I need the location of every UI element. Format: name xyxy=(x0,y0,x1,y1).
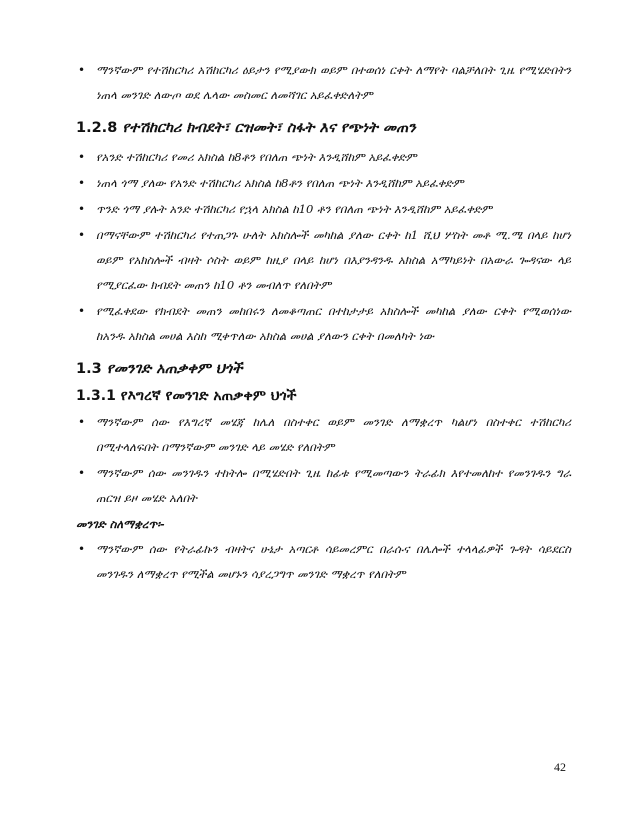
section-1-3-1-bullets xyxy=(76,410,571,511)
list-item-text: ማንኛውም ሰው የእግረኛ መሄጃ ከሌለ በስተቀር ወይም መንገድ ለማቋረጥ ካልሆነ በስተቀር ተሽከርካሪ በሚተላለፍበት በማንኛውም መንገድ ላይ መሄድ የለበትም xyxy=(96,415,571,454)
bullet-icon: • xyxy=(78,304,86,318)
section-title: የተሽከርካሪ ክብደት፣ ርዝመት፣ ስፋት እና የጭነት መጠን xyxy=(122,120,416,136)
section-heading-1-2-8 xyxy=(76,118,571,138)
bullet-icon: • xyxy=(78,176,86,190)
bullet-icon: • xyxy=(78,415,86,429)
section-heading-1-3-1 xyxy=(76,386,571,406)
section-1-2-8-bullets xyxy=(76,145,571,349)
list-item xyxy=(76,145,571,170)
list-item xyxy=(76,58,571,108)
subheading-crossing-road: መንገድ ስለማቋረጥ፡- xyxy=(76,517,165,531)
list-item xyxy=(76,410,571,460)
list-item xyxy=(76,461,571,511)
section-number: 1.3 xyxy=(76,361,102,377)
page-content xyxy=(76,58,571,588)
list-item-text: ማንኛውም ሰው የትራፊኩን ብዛትና ሁኔታ አጣርቶ ሳይመረምር በራሱና በሌሎች ተላላፊዎች ጉዳት ሳይደርስ መንገዱን ለማቋረጥ የሚችል መሆኑን ሳያረጋግጥ መንገድ ማቋረጥ የለበትም xyxy=(96,542,571,581)
list-item xyxy=(76,537,571,587)
section-title: የመንገድ አጠቃቀም ህጎች xyxy=(106,361,243,377)
list-item-text: በማናቸውም ተሽከርካሪ የተጠጋጉ ሁለት አክስሎች መካከል ያለው ርቀት ከ1 ሺህ ሦስት መቶ ሚ.ሜ በላይ ከሆነ ወይም የአክስሎች ብዛት ሶስት ወይም ከዚያ በላይ ከሆነ በእያንዳንዱ አክስል አማካይነት በአውራ ጐዳናው ላይ የሚያርፈው ክብደት መጠን ከ10 ቶን መብለጥ የለበትም xyxy=(96,228,571,292)
section-number: 1.2.8 xyxy=(76,120,118,136)
section-number: 1.3.1 xyxy=(76,388,116,404)
list-item-text: ነጠላ ጎማ ያለው የአንድ ተሽከርካሪ አክስል ከ8ቶን የበለጠ ጭነት እንዲሸከም አይፈቀድም xyxy=(96,176,464,190)
bullet-icon: • xyxy=(78,466,86,480)
list-item-text: ጥንድ ጎማ ያሉት አንድ ተሽከርካሪ የኋላ አክስል ከ10 ቶን የበለጠ ጭነት እንዲሸከም አይፈቀድም xyxy=(96,202,493,216)
section-title: የእግረኛ የመንገድ አጠቃቀም ህጎች xyxy=(120,388,297,404)
list-item-text: የሚፈቀደው የክብደት መጠን መከበሩን ለመቆጣጠር በተከታታይ አክስሎች መካከል ያለው ርቀት የሚወሰነው ከአንዱ አክስል መሀል እስከ ሚቀጥለው አክስል መሀል ያለውን ርቀት በመለካት ነው xyxy=(96,304,571,343)
page-number: 42 xyxy=(554,760,566,774)
intro-bullet-list xyxy=(76,58,571,108)
list-item xyxy=(76,223,571,298)
crossing-bullets xyxy=(76,537,571,587)
bullet-icon: • xyxy=(78,542,86,556)
list-item xyxy=(76,299,571,349)
bullet-icon: • xyxy=(78,63,86,77)
list-item-text: ማንኛውም የተሽከርካሪ አሽከርካሪ ዕይታን የሚያውክ ወይም በተወሰነ ርቀት ለማየት ባልቻለበት ጊዜ የሚሄድበትን ነጠላ መንገድ ለውጦ ወደ ሌላው መስመር ለመሻገር አይፈቀድለትም xyxy=(96,63,571,102)
bullet-icon: • xyxy=(78,202,86,216)
list-item-text: ማንኛውም ሰው መንገዱን ተከትሎ በሚሄድበት ጊዜ ከፊቱ የሚመጣውን ትራፊክ እየተመለከተ የመንገዱን ግራ ጠርዝ ይዞ መሄድ አለበት xyxy=(96,466,571,505)
bullet-icon: • xyxy=(78,150,86,164)
bullet-icon: • xyxy=(78,228,86,242)
section-heading-1-3 xyxy=(76,359,571,379)
list-item xyxy=(76,171,571,196)
list-item xyxy=(76,197,571,222)
list-item-text: የአንድ ተሽከርካሪ የመሪ አክስል ከ8ቶን የበለጠ ጭነት እንዲሸከም አይፈቀድም xyxy=(96,150,417,164)
